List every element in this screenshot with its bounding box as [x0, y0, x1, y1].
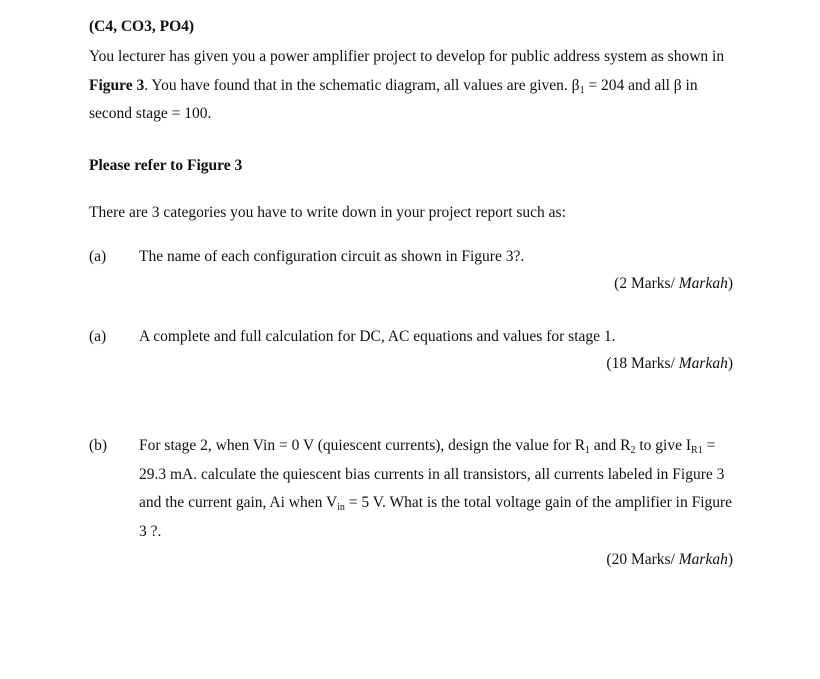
categories-line: There are 3 categories you have to write down in your project report such as: — [89, 204, 566, 221]
question-text: For stage 2, when Vin = 0 V (quiescent currents), design the value for $R_1$ and $R_2$ to give $I_{R1} = 29.3$ mA. calculate the quiescent bias currents in all transistors, all currents labeled in Figure 3 and the current gain, Ai when $V_{in} = 5$ V. What is the total voltage gain of the amplifier in Figure 3 ?. — [139, 437, 733, 540]
question-text: A complete and full calculation for DC, AC equations and values for stage 1. — [139, 328, 616, 345]
intro-paragraph: You lecturer has given you a power amplifier project to develop for public address system as shown in Figure 3. You have found that in the schematic diagram, all values are given. $\beta_1 = 204$ and all β in second stage = 100. — [89, 48, 725, 122]
marks-label: (18 Marks/ Markah) — [606, 355, 733, 372]
question-label: (a) — [89, 328, 107, 345]
question-text: The name of each configuration circuit as shown in Figure 3?. — [139, 248, 525, 265]
question-label: (a) — [89, 248, 107, 265]
figure-reference: Figure 3 — [89, 76, 145, 94]
question-heading: (C4, CO3, PO4) — [89, 18, 195, 35]
refer-figure-line: Please refer to Figure 3 — [89, 157, 243, 174]
marks-label: (2 Marks/ Markah) — [614, 275, 733, 292]
marks-label: (20 Marks/ Markah) — [606, 551, 733, 568]
question-label: (b) — [89, 437, 108, 454]
